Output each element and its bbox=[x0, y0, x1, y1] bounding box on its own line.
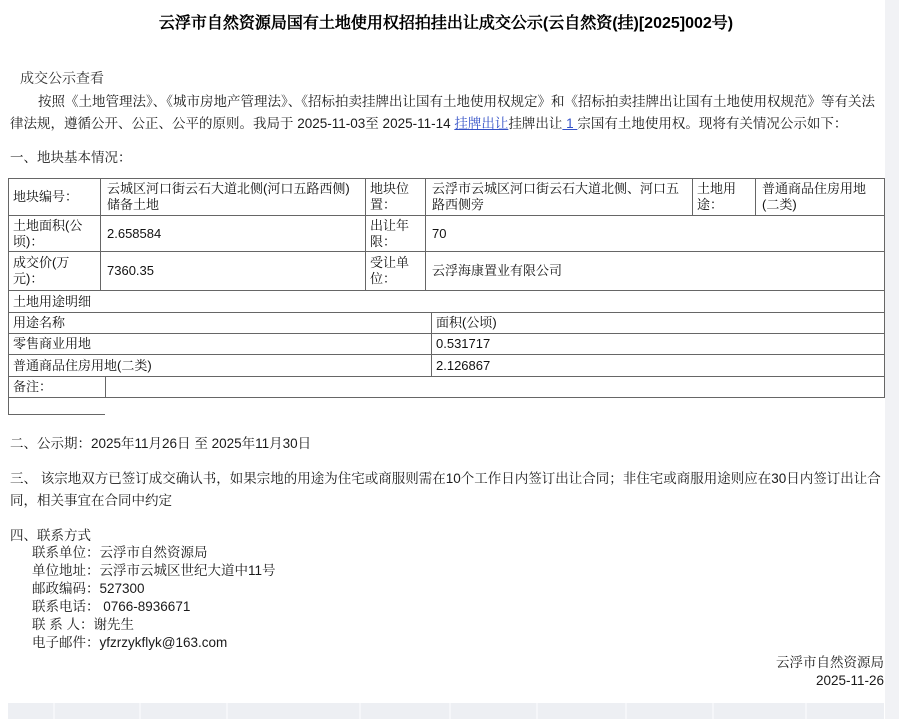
cell-remark-value bbox=[106, 377, 885, 398]
intro-paragraph bbox=[10, 91, 884, 135]
cell-usage-name: 普通商品住房用地(二类) bbox=[9, 355, 432, 377]
bar-separator bbox=[226, 703, 228, 719]
bar-separator bbox=[712, 703, 714, 719]
table-row bbox=[9, 179, 886, 216]
table-row bbox=[9, 216, 886, 252]
cell-price-label: 成交价(万元)： bbox=[9, 252, 101, 291]
signature-date: 2025-11-26 bbox=[815, 673, 884, 688]
cell-usage-area: 0.531717 bbox=[432, 334, 885, 355]
cell-parcel-no-label: 地块编号： bbox=[9, 179, 101, 216]
signature-org: 云浮市自然资源局 bbox=[776, 655, 884, 670]
section2-publicity-period: 二、公示期：2025年11月26日 至 2025年11月30日 bbox=[10, 436, 312, 451]
contact-phone: 联系电话： 0766-8936671 bbox=[32, 599, 191, 614]
signature-block bbox=[8, 654, 884, 690]
cell-usage-name: 零售商业用地 bbox=[9, 334, 432, 355]
table-row bbox=[9, 291, 886, 313]
bar-separator bbox=[449, 703, 451, 719]
announcement-view-heading: 成交公示查看 bbox=[20, 70, 104, 86]
cell-usage-name-header: 用途名称 bbox=[9, 313, 432, 334]
page-title: 云浮市自然资源局国有土地使用权招拍挂出让成交公示(云自然资(挂)[2025]002号) bbox=[158, 15, 734, 32]
lot-count-link[interactable]: 1 bbox=[562, 116, 578, 131]
contact-person: 联 系 人：谢先生 bbox=[32, 617, 135, 632]
cell-location-value: 云浮市云城区河口街云石大道北侧、河口五路西侧旁 bbox=[426, 179, 693, 216]
table-row bbox=[9, 334, 886, 355]
table-stub-cell bbox=[8, 398, 105, 415]
table-row bbox=[9, 355, 886, 377]
cell-term-label: 出让年限： bbox=[366, 216, 426, 252]
section4-heading: 四、联系方式 bbox=[10, 528, 91, 543]
cell-area-label: 土地面积(公顷)： bbox=[9, 216, 101, 252]
page-edge-strip bbox=[885, 0, 899, 719]
cell-land-use-value: 普通商品住房用地(二类) bbox=[756, 179, 885, 216]
cell-buyer-label: 受让单位： bbox=[366, 252, 426, 291]
bar-separator bbox=[805, 703, 807, 719]
intro-text-before: 按照《土地管理法》、《城市房地产管理法》、《招标拍卖挂牌出让国有土地使用权规定》和《招标拍卖挂牌出让国有土地使用权规范》等有关法律法规，遵循公开、公正、公平的原则。我局于 2025-11-03至 2025-11-14 bbox=[10, 94, 875, 131]
cell-term-value: 70 bbox=[426, 216, 885, 252]
intro-text-after: 宗国有土地使用权。现将有关情况公示如下： bbox=[577, 116, 848, 131]
land-basic-info-table bbox=[8, 178, 886, 398]
listing-method-link[interactable]: 挂牌出让 bbox=[454, 116, 509, 131]
cell-land-use-label: 土地用途： bbox=[693, 179, 756, 216]
contact-address: 单位地址：云浮市云城区世纪大道中11号 bbox=[32, 563, 276, 578]
table-row bbox=[9, 252, 886, 291]
table-row bbox=[9, 313, 886, 334]
cell-area-value: 2.658584 bbox=[101, 216, 366, 252]
cell-usage-area: 2.126867 bbox=[432, 355, 885, 377]
bar-separator bbox=[53, 703, 55, 719]
section1-heading: 一、地块基本情况： bbox=[10, 150, 132, 165]
cell-buyer-value: 云浮海康置业有限公司 bbox=[426, 252, 885, 291]
intro-text-middle: 挂牌出让 bbox=[508, 116, 563, 131]
contact-unit: 联系单位：云浮市自然资源局 bbox=[32, 545, 208, 560]
cell-parcel-no-value: 云城区河口街云石大道北侧(河口五路西侧)储备土地 bbox=[101, 179, 366, 216]
section3-contract-terms: 三、 该宗地双方已签订成交确认书，如果宗地的用途为住宅或商服则需在10个工作日内签订出让合同；非住宅或商服用途则应在30日内签订出让合同，相关事宜在合同中约定 bbox=[10, 471, 881, 508]
bar-separator bbox=[536, 703, 538, 719]
contact-postcode: 邮政编码：527300 bbox=[32, 581, 145, 596]
bar-separator bbox=[359, 703, 361, 719]
bar-separator bbox=[139, 703, 141, 719]
cell-usage-detail-header: 土地用途明细 bbox=[9, 291, 885, 313]
cell-location-label: 地块位置： bbox=[366, 179, 426, 216]
table-row bbox=[9, 377, 886, 398]
cell-remark-label: 备注： bbox=[9, 377, 106, 398]
contact-email: 电子邮件：yfzrzykflyk@163.com bbox=[32, 635, 228, 650]
cell-usage-area-header: 面积(公顷) bbox=[432, 313, 885, 334]
bar-separator bbox=[625, 703, 627, 719]
cell-price-value: 7360.35 bbox=[101, 252, 366, 291]
partial-table-bar bbox=[8, 703, 884, 719]
